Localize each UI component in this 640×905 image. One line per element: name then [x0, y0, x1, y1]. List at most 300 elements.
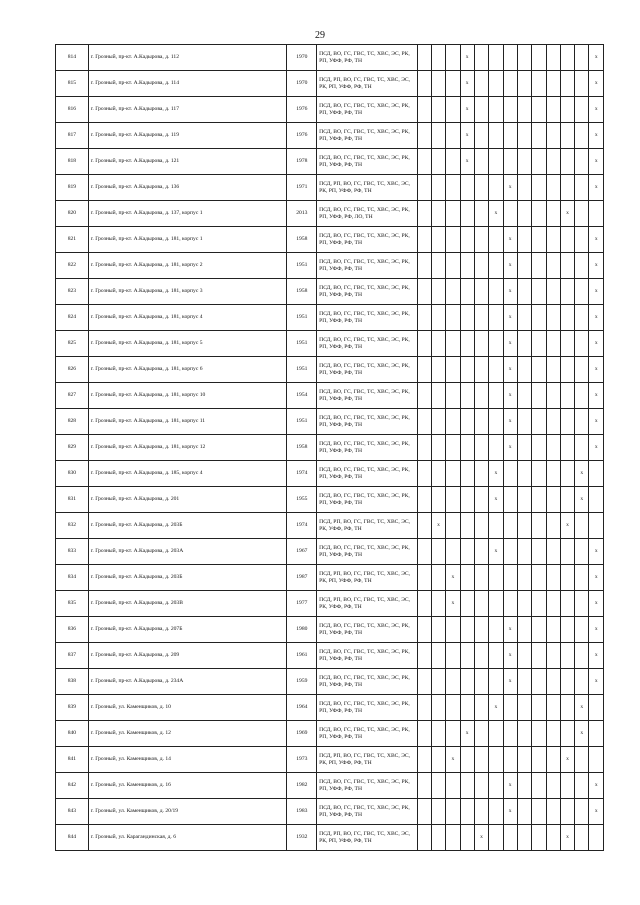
row-systems: ПСД, РП, ВО, ГС, ГВС, ТС, ХВС, ЭС, РК, РП, УФФ, РФ, ТН: [317, 825, 417, 851]
work-mark-cell: x: [489, 695, 503, 721]
work-mark-cell: [560, 799, 574, 825]
work-mark-cell: [460, 591, 474, 617]
work-mark-cell: [446, 305, 460, 331]
work-mark-cell: [546, 253, 560, 279]
work-mark-cell: [589, 487, 604, 513]
work-mark-cell: [575, 799, 589, 825]
work-mark-cell: [489, 175, 503, 201]
work-mark-cell: [575, 643, 589, 669]
work-mark-cell: [560, 279, 574, 305]
work-mark-cell: x: [589, 331, 604, 357]
work-mark-cell: [560, 97, 574, 123]
work-mark-cell: [560, 695, 574, 721]
work-mark-cell: [532, 461, 546, 487]
row-number: 828: [56, 409, 89, 435]
table-row: [56, 175, 604, 201]
row-systems: ПСД, ВО, ГС, ГВС, ТС, ХВС, ЭС, РК, РП, УФФ, РФ, ТН: [317, 669, 417, 695]
work-mark-cell: [474, 695, 488, 721]
work-mark-cell: [474, 773, 488, 799]
work-mark-cell: [431, 435, 445, 461]
work-mark-cell: x: [431, 513, 445, 539]
row-systems: ПСД, ВО, ГС, ГВС, ТС, ХВС, ЭС, РК, РП, УФФ, РФ, ТН: [317, 357, 417, 383]
work-mark-cell: [546, 175, 560, 201]
work-mark-cell: [474, 487, 488, 513]
work-mark-cell: [532, 149, 546, 175]
work-mark-cell: [560, 149, 574, 175]
work-mark-cell: [517, 253, 531, 279]
work-mark-cell: [474, 617, 488, 643]
work-mark-cell: [431, 617, 445, 643]
work-mark-cell: x: [589, 71, 604, 97]
work-mark-cell: [546, 617, 560, 643]
work-mark-cell: [532, 305, 546, 331]
row-year: 1958: [287, 227, 317, 253]
row-year: 2013: [287, 201, 317, 227]
work-mark-cell: [503, 97, 517, 123]
work-mark-cell: [575, 591, 589, 617]
row-year: 1976: [287, 97, 317, 123]
work-mark-cell: [532, 357, 546, 383]
work-mark-cell: [532, 253, 546, 279]
work-mark-cell: [532, 747, 546, 773]
work-mark-cell: [446, 721, 460, 747]
work-mark-cell: [575, 565, 589, 591]
work-mark-cell: [503, 201, 517, 227]
work-mark-cell: [546, 539, 560, 565]
work-mark-cell: x: [503, 227, 517, 253]
work-mark-cell: [446, 409, 460, 435]
work-mark-cell: [417, 123, 431, 149]
row-address: г. Грозный, ул. Каменщиков, д. 14: [88, 747, 287, 773]
table-row: [56, 383, 604, 409]
work-mark-cell: [517, 773, 531, 799]
row-year: 1959: [287, 669, 317, 695]
work-mark-cell: [546, 721, 560, 747]
work-mark-cell: [575, 409, 589, 435]
row-year: 1951: [287, 357, 317, 383]
work-mark-cell: [546, 201, 560, 227]
work-mark-cell: [417, 357, 431, 383]
work-mark-cell: [517, 721, 531, 747]
row-address: г. Грозный, пр-кт. А.Кадырова, д. 136: [88, 175, 287, 201]
row-year: 1982: [287, 773, 317, 799]
work-mark-cell: x: [560, 201, 574, 227]
work-mark-cell: x: [503, 435, 517, 461]
row-address: г. Грозный, пр-кт. А.Кадырова, д. 181, корпус 6: [88, 357, 287, 383]
work-mark-cell: [417, 825, 431, 851]
table-row: [56, 227, 604, 253]
row-number: 830: [56, 461, 89, 487]
work-mark-cell: x: [589, 279, 604, 305]
work-mark-cell: [417, 643, 431, 669]
work-mark-cell: [546, 357, 560, 383]
page-number: 29: [315, 30, 325, 41]
row-systems: ПСД, ВО, ГС, ГВС, ТС, ХВС, ЭС, РК, РП, УФФ, РФ, ТН: [317, 279, 417, 305]
row-year: 1967: [287, 539, 317, 565]
work-mark-cell: x: [589, 643, 604, 669]
table-row: [56, 253, 604, 279]
row-number: 818: [56, 149, 89, 175]
work-mark-cell: x: [446, 591, 460, 617]
work-mark-cell: [446, 435, 460, 461]
work-mark-cell: [546, 825, 560, 851]
work-mark-cell: [546, 97, 560, 123]
work-mark-cell: [417, 513, 431, 539]
work-mark-cell: [446, 617, 460, 643]
work-mark-cell: [546, 643, 560, 669]
table-row: [56, 565, 604, 591]
work-mark-cell: [446, 357, 460, 383]
work-mark-cell: [431, 825, 445, 851]
work-mark-cell: [460, 825, 474, 851]
work-mark-cell: [546, 669, 560, 695]
work-mark-cell: [575, 71, 589, 97]
work-mark-cell: [517, 617, 531, 643]
work-mark-cell: [489, 825, 503, 851]
row-number: 831: [56, 487, 89, 513]
work-mark-cell: [560, 643, 574, 669]
row-systems: ПСД, ВО, ГС, ГВС, ТС, ХВС, ЭС, РК, РП, УФФ, РФ, ТН: [317, 539, 417, 565]
row-number: 834: [56, 565, 89, 591]
work-mark-cell: [489, 409, 503, 435]
work-mark-cell: [431, 357, 445, 383]
work-mark-cell: x: [503, 305, 517, 331]
work-mark-cell: [546, 513, 560, 539]
work-mark-cell: x: [560, 825, 574, 851]
work-mark-cell: [431, 71, 445, 97]
work-mark-cell: [546, 799, 560, 825]
work-mark-cell: [546, 227, 560, 253]
table-row: [56, 747, 604, 773]
work-mark-cell: [460, 747, 474, 773]
work-mark-cell: [532, 721, 546, 747]
work-mark-cell: [474, 409, 488, 435]
work-mark-cell: [446, 227, 460, 253]
work-mark-cell: x: [503, 643, 517, 669]
row-systems: ПСД, РП, ВО, ГС, ГВС, ТС, ХВС, ЭС, РК, РП, УФФ, РФ, ТН: [317, 71, 417, 97]
work-mark-cell: [503, 513, 517, 539]
work-mark-cell: [431, 409, 445, 435]
work-mark-cell: [589, 721, 604, 747]
work-mark-cell: [575, 175, 589, 201]
work-mark-cell: [517, 331, 531, 357]
work-mark-cell: [560, 721, 574, 747]
work-mark-cell: x: [489, 201, 503, 227]
work-mark-cell: [431, 175, 445, 201]
row-year: 1974: [287, 461, 317, 487]
work-mark-cell: [460, 539, 474, 565]
table-row: [56, 799, 604, 825]
work-mark-cell: [417, 721, 431, 747]
table-row: [56, 357, 604, 383]
work-mark-cell: [417, 461, 431, 487]
table-body: [56, 45, 604, 851]
row-number: 844: [56, 825, 89, 851]
work-mark-cell: [460, 305, 474, 331]
row-systems: ПСД, ВО, ГС, ГВС, ТС, ХВС, ЭС, РК, РП, УФФ, РФ, ТН: [317, 45, 417, 71]
work-mark-cell: [460, 773, 474, 799]
row-number: 823: [56, 279, 89, 305]
row-number: 837: [56, 643, 89, 669]
work-mark-cell: [532, 825, 546, 851]
work-mark-cell: [503, 747, 517, 773]
work-mark-cell: x: [460, 721, 474, 747]
work-mark-cell: [532, 45, 546, 71]
table-row: [56, 773, 604, 799]
work-mark-cell: [417, 539, 431, 565]
work-mark-cell: [446, 331, 460, 357]
table-row: [56, 539, 604, 565]
row-year: 1971: [287, 175, 317, 201]
work-mark-cell: [446, 45, 460, 71]
work-mark-cell: [575, 669, 589, 695]
row-address: г. Грозный, пр-кт. А.Кадырова, д. 112: [88, 45, 287, 71]
work-mark-cell: x: [503, 279, 517, 305]
work-mark-cell: [446, 773, 460, 799]
work-mark-cell: x: [560, 747, 574, 773]
work-mark-cell: [560, 617, 574, 643]
row-systems: ПСД, ВО, ГС, ГВС, ТС, ХВС, ЭС, РК, РП, УФФ, РФ, ТН: [317, 799, 417, 825]
work-mark-cell: [460, 331, 474, 357]
row-address: г. Грозный, пр-кт. А.Кадырова, д. 121: [88, 149, 287, 175]
work-mark-cell: x: [489, 487, 503, 513]
row-number: 835: [56, 591, 89, 617]
work-mark-cell: x: [589, 435, 604, 461]
work-mark-cell: [532, 669, 546, 695]
table-row: [56, 513, 604, 539]
work-mark-cell: [532, 227, 546, 253]
work-mark-cell: x: [575, 695, 589, 721]
work-mark-cell: [560, 175, 574, 201]
work-mark-cell: [474, 435, 488, 461]
work-mark-cell: x: [446, 565, 460, 591]
table-row: [56, 409, 604, 435]
row-address: г. Грозный, пр-кт. А.Кадырова, д. 207Б: [88, 617, 287, 643]
work-mark-cell: x: [575, 487, 589, 513]
work-mark-cell: [517, 695, 531, 721]
work-mark-cell: [446, 669, 460, 695]
housing-registry-table: [55, 44, 604, 851]
row-systems: ПСД, ВО, ГС, ГВС, ТС, ХВС, ЭС, РК, РП, УФФ, РФ, ТН: [317, 149, 417, 175]
work-mark-cell: x: [503, 253, 517, 279]
row-systems: ПСД, РП, ВО, ГС, ГВС, ТС, ХВС, ЭС, РК, УФФ, РФ, ТН: [317, 513, 417, 539]
work-mark-cell: [575, 539, 589, 565]
work-mark-cell: [532, 617, 546, 643]
work-mark-cell: [474, 253, 488, 279]
table-row: [56, 149, 604, 175]
work-mark-cell: [532, 487, 546, 513]
work-mark-cell: [474, 279, 488, 305]
work-mark-cell: x: [503, 773, 517, 799]
work-mark-cell: [431, 773, 445, 799]
row-number: 829: [56, 435, 89, 461]
work-mark-cell: [546, 461, 560, 487]
row-number: 826: [56, 357, 89, 383]
work-mark-cell: [489, 123, 503, 149]
work-mark-cell: [560, 487, 574, 513]
work-mark-cell: [446, 799, 460, 825]
work-mark-cell: [417, 227, 431, 253]
work-mark-cell: [460, 461, 474, 487]
work-mark-cell: [517, 279, 531, 305]
table-row: [56, 591, 604, 617]
work-mark-cell: [460, 435, 474, 461]
work-mark-cell: [517, 97, 531, 123]
work-mark-cell: [489, 357, 503, 383]
work-mark-cell: [503, 721, 517, 747]
table-row: [56, 305, 604, 331]
row-systems: ПСД, ВО, ГС, ГВС, ТС, ХВС, ЭС, РК, РП, УФФ, РФ, ТН: [317, 305, 417, 331]
work-mark-cell: x: [489, 539, 503, 565]
work-mark-cell: [431, 149, 445, 175]
row-systems: ПСД, ВО, ГС, ГВС, ТС, ХВС, ЭС, РК, РП, УФФ, РФ, ТН: [317, 435, 417, 461]
work-mark-cell: [446, 253, 460, 279]
work-mark-cell: [460, 383, 474, 409]
work-mark-cell: x: [589, 253, 604, 279]
work-mark-cell: [532, 331, 546, 357]
work-mark-cell: [460, 201, 474, 227]
row-systems: ПСД, ВО, ГС, ГВС, ТС, ХВС, ЭС, РК, РП, УФФ, РФ, ТН: [317, 487, 417, 513]
work-mark-cell: [575, 435, 589, 461]
work-mark-cell: [446, 643, 460, 669]
work-mark-cell: [446, 825, 460, 851]
row-systems: ПСД, ВО, ГС, ГВС, ТС, ХВС, ЭС, РК, РП, УФФ, РФ, ТН: [317, 617, 417, 643]
row-systems: ПСД, ВО, ГС, ГВС, ТС, ХВС, ЭС, РК, РП, УФФ, РФ, ТН: [317, 773, 417, 799]
row-address: г. Грозный, пр-кт. А.Кадырова, д. 119: [88, 123, 287, 149]
work-mark-cell: [532, 175, 546, 201]
row-address: г. Грозный, пр-кт. А.Кадырова, д. 181, корпус 5: [88, 331, 287, 357]
work-mark-cell: [575, 201, 589, 227]
row-year: 1951: [287, 305, 317, 331]
row-year: 1951: [287, 409, 317, 435]
work-mark-cell: x: [589, 669, 604, 695]
row-address: г. Грозный, пр-кт. А.Кадырова, д. 137, корпус 1: [88, 201, 287, 227]
work-mark-cell: [560, 305, 574, 331]
work-mark-cell: [431, 643, 445, 669]
row-year: 1980: [287, 617, 317, 643]
work-mark-cell: [431, 45, 445, 71]
row-year: 1951: [287, 331, 317, 357]
row-systems: ПСД, РП, ВО, ГС, ГВС, ТС, ХВС, ЭС, РК, РП, УФФ, РФ, ТН: [317, 565, 417, 591]
work-mark-cell: [546, 149, 560, 175]
work-mark-cell: x: [503, 617, 517, 643]
work-mark-cell: [517, 305, 531, 331]
work-mark-cell: [460, 643, 474, 669]
work-mark-cell: [489, 591, 503, 617]
work-mark-cell: [417, 591, 431, 617]
work-mark-cell: [532, 123, 546, 149]
work-mark-cell: [575, 253, 589, 279]
table-row: [56, 97, 604, 123]
row-year: 1970: [287, 45, 317, 71]
work-mark-cell: [532, 201, 546, 227]
work-mark-cell: [517, 201, 531, 227]
work-mark-cell: [546, 773, 560, 799]
work-mark-cell: [446, 97, 460, 123]
work-mark-cell: [417, 695, 431, 721]
work-mark-cell: [503, 825, 517, 851]
work-mark-cell: [517, 409, 531, 435]
work-mark-cell: [517, 825, 531, 851]
work-mark-cell: [446, 487, 460, 513]
row-address: г. Грозный, пр-кт. А.Кадырова, д. 181, корпус 10: [88, 383, 287, 409]
work-mark-cell: [575, 279, 589, 305]
work-mark-cell: [532, 71, 546, 97]
work-mark-cell: [560, 71, 574, 97]
work-mark-cell: [532, 773, 546, 799]
work-mark-cell: [446, 279, 460, 305]
work-mark-cell: [417, 201, 431, 227]
work-mark-cell: [431, 279, 445, 305]
row-address: г. Грозный, ул. Каменщиков, д. 10: [88, 695, 287, 721]
row-address: г. Грозный, пр-кт. А.Кадырова, д. 117: [88, 97, 287, 123]
row-systems: ПСД, РП, ВО, ГС, ГВС, ТС, ХВС, ЭС, РК, РП, УФФ, РФ, ТН: [317, 747, 417, 773]
work-mark-cell: [560, 357, 574, 383]
work-mark-cell: x: [589, 383, 604, 409]
row-systems: ПСД, РП, ВО, ГС, ГВС, ТС, ХВС, ЭС, РК, РП, УФФ, РФ, ТН: [317, 175, 417, 201]
work-mark-cell: [474, 591, 488, 617]
work-mark-cell: [546, 45, 560, 71]
work-mark-cell: [460, 565, 474, 591]
table-row: [56, 487, 604, 513]
work-mark-cell: [417, 409, 431, 435]
row-year: 1932: [287, 825, 317, 851]
row-address: г. Грозный, пр-кт. А.Кадырова, д. 181, корпус 4: [88, 305, 287, 331]
work-mark-cell: [489, 617, 503, 643]
row-year: 1983: [287, 799, 317, 825]
work-mark-cell: [417, 435, 431, 461]
row-number: 820: [56, 201, 89, 227]
work-mark-cell: [517, 487, 531, 513]
work-mark-cell: [474, 747, 488, 773]
work-mark-cell: [417, 71, 431, 97]
work-mark-cell: [489, 435, 503, 461]
table-row: [56, 721, 604, 747]
row-address: г. Грозный, пр-кт. А.Кадырова, д. 181, корпус 3: [88, 279, 287, 305]
work-mark-cell: [503, 539, 517, 565]
work-mark-cell: [532, 643, 546, 669]
row-number: 832: [56, 513, 89, 539]
work-mark-cell: x: [589, 409, 604, 435]
work-mark-cell: [560, 773, 574, 799]
work-mark-cell: [417, 747, 431, 773]
work-mark-cell: [431, 383, 445, 409]
work-mark-cell: [560, 669, 574, 695]
work-mark-cell: [503, 565, 517, 591]
work-mark-cell: [489, 279, 503, 305]
work-mark-cell: [560, 331, 574, 357]
row-year: 1954: [287, 383, 317, 409]
row-year: 1969: [287, 721, 317, 747]
work-mark-cell: [560, 227, 574, 253]
work-mark-cell: x: [589, 305, 604, 331]
work-mark-cell: [575, 227, 589, 253]
work-mark-cell: [503, 695, 517, 721]
row-year: 1974: [287, 513, 317, 539]
row-number: 822: [56, 253, 89, 279]
work-mark-cell: [417, 305, 431, 331]
work-mark-cell: [532, 409, 546, 435]
work-mark-cell: [589, 201, 604, 227]
work-mark-cell: [517, 591, 531, 617]
row-number: 841: [56, 747, 89, 773]
work-mark-cell: [417, 279, 431, 305]
row-year: 1970: [287, 71, 317, 97]
work-mark-cell: x: [560, 513, 574, 539]
work-mark-cell: [575, 305, 589, 331]
work-mark-cell: [446, 513, 460, 539]
work-mark-cell: [489, 149, 503, 175]
